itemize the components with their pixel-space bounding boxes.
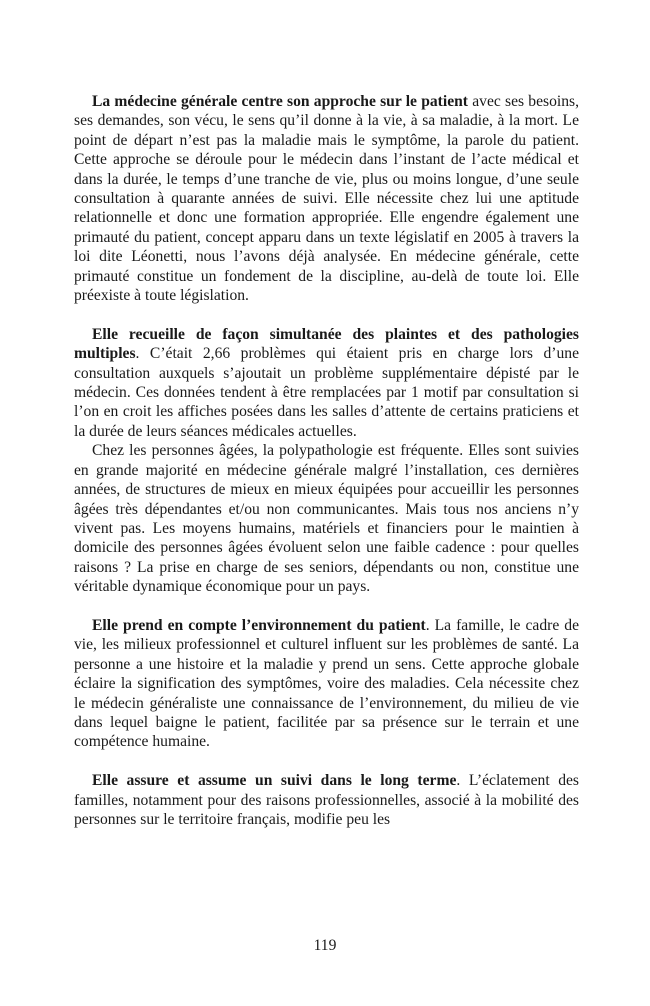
paragraph-lead: Elle prend en compte l’environnement du patient — [92, 616, 426, 634]
page-body — [74, 92, 579, 829]
paragraph-patient-approach — [74, 92, 579, 305]
paragraph-text: . La famille, le cadre de vie, les milieux professionnel et culturel influent sur les problèmes de santé. La personne a une histoire et la maladie y prend un sens. Cette approche globale éclaire la signification des symptômes, voire des maladies. Cela nécessite chez le médecin généraliste une connaissance de l’environnement, du milieu de vie dans lequel baigne le patient, facilitée par sa présence sur le terrain et une compétence humaine. — [74, 616, 579, 751]
paragraph-environment — [74, 616, 579, 752]
paragraph-lead: Elle recueille de façon simultanée des plaintes et des pathologies multiples — [74, 325, 579, 363]
paragraph-lead: Elle assure et assume un suivi dans le long terme — [92, 772, 457, 790]
paragraph-text: Chez les personnes âgées, la polypathologie est fréquente. Elles sont suivies en grande majorité en médecine générale malgré l’installation, ces dernières années, de structures de mieux en mieux équipées pour accueillir les personnes âgées très dépendantes et/ou non communicantes. Mais tous nos anciens n’y vivent pas. Les moyens humains, matériels et financiers pour le maintien à domicile des personnes âgées évoluent selon une faible cadence : pour quelles raisons ? La prise en charge de ses seniors, dépendants ou non, constitue une véritable dynamique économique pour un pays. — [74, 442, 579, 596]
paragraph-text: avec ses besoins, ses demandes, son vécu, le sens qu’il donne à la vie, à sa maladie, à la mort. Le point de départ n’est pas la maladie mais le symptôme, la parole du patient. Cette approche se déroule pour le médecin dans l’instant de l’acte médical et dans la durée, le temps d’une tranche de vie, plus ou moins longue, d’une seule consultation à quarante années de suivi. Elle nécessite chez lui une aptitude relationnelle et donc une formation appropriée. Elle engendre également une primauté du patient, concept apparu dans un texte législatif en 2005 à travers la loi dite Léonetti, nous l’avons déjà analysée. En médecine générale, cette primauté constitue un fondement de la discipline, au-delà de toute loi. Elle préexiste à toute législation. — [74, 93, 579, 305]
paragraph-text: . C’était 2,66 problèmes qui étaient pris en charge lors d’une consultation auxquels s’ajoutait un problème supplémentaire dépisté par le médecin. Ces données tendent à être remplacées par 1 motif par consultation si l’on en croit les affiches posées dans les salles d’attente de certains praticiens et la durée de leurs séances médicales actuelles. — [74, 345, 579, 440]
page-number: 119 — [313, 937, 337, 954]
paragraph-multiple-pathologies — [74, 325, 579, 441]
paragraph-long-term — [74, 771, 579, 829]
paragraph-text: . L’éclatement des familles, notamment pour des raisons professionnelles, associé à la mobilité des personnes sur le territoire français, modifie peu les — [74, 772, 579, 828]
paragraph-elderly — [74, 441, 579, 596]
paragraph-lead: La médecine générale centre son approche sur le patient — [92, 93, 468, 110]
